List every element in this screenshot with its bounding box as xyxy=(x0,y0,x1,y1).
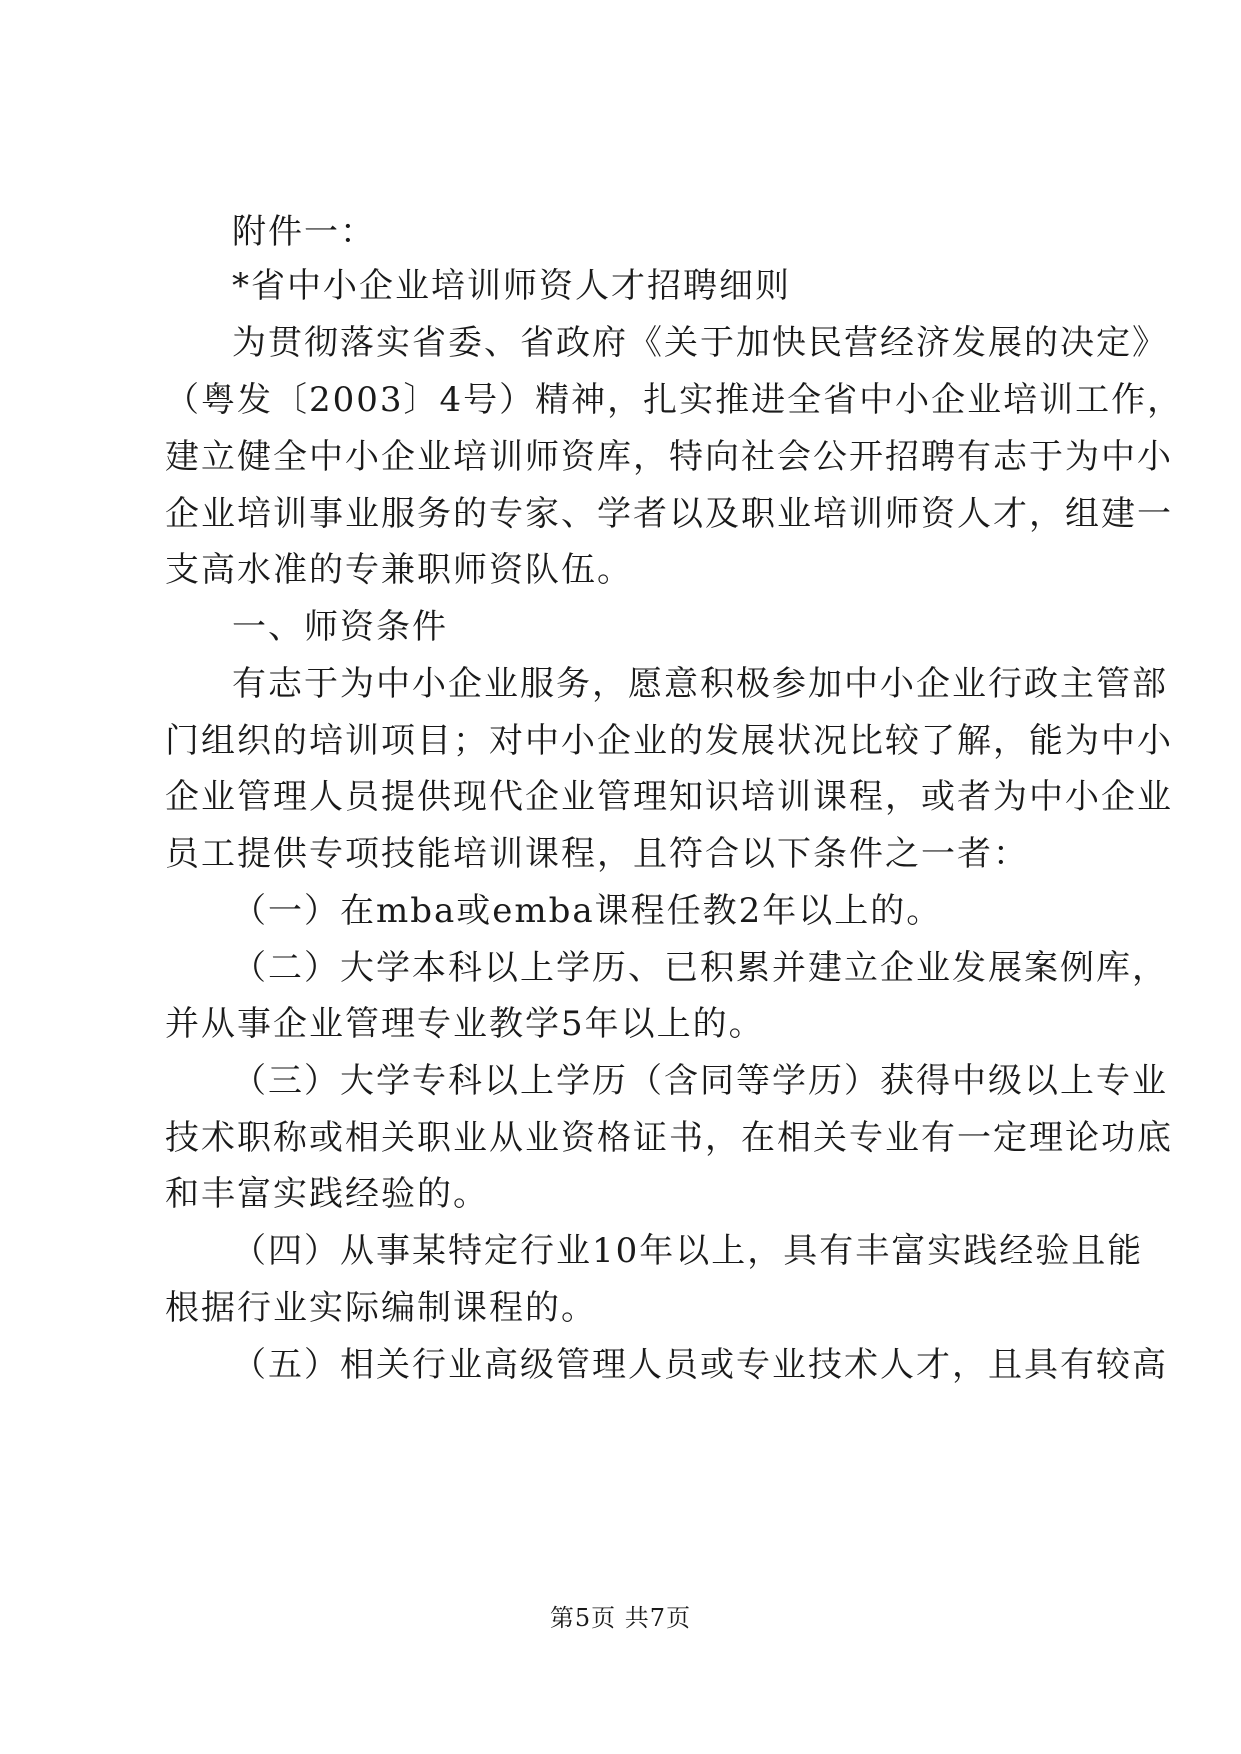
condition-item-2-line-1: （二）大学本科以上学历、已积累并建立企业发展案例库， xyxy=(232,948,1168,988)
condition-item-3-line-1: （三）大学专科以上学历（含同等学历）获得中级以上专业 xyxy=(232,1061,1168,1101)
condition-item-3-line-3: 和丰富实践经验的。 xyxy=(165,1174,489,1214)
intro-line-2: （粤发〔2003〕4号）精神，扎实推进全省中小企业培训工作， xyxy=(165,380,1184,420)
intro-line-3: 建立健全中小企业培训师资库，特向社会公开招聘有志于为中小 xyxy=(165,437,1173,477)
section-body-line-3: 企业管理人员提供现代企业管理知识培训课程，或者为中小企业 xyxy=(165,777,1173,817)
page-footer: 第5页 共7页 xyxy=(549,1604,692,1632)
intro-line-1: 为贯彻落实省委、省政府《关于加快民营经济发展的决定》 xyxy=(232,323,1168,363)
section-body-line-4: 员工提供专项技能培训课程，且符合以下条件之一者： xyxy=(165,834,1029,874)
section-heading: 一、师资条件 xyxy=(232,607,448,647)
condition-item-2-line-2: 并从事企业管理专业教学5年以上的。 xyxy=(165,1004,765,1044)
condition-item-4-line-2: 根据行业实际编制课程的。 xyxy=(165,1288,597,1328)
condition-item-5-line-1: （五）相关行业高级管理人员或专业技术人才，且具有较高 xyxy=(232,1345,1168,1385)
condition-item-1: （一）在mba或emba课程任教2年以上的。 xyxy=(232,891,943,931)
section-body-line-2: 门组织的培训项目；对中小企业的发展状况比较了解，能为中小 xyxy=(165,721,1173,761)
document-title: *省中小企业培训师资人才招聘细则 xyxy=(232,266,791,306)
intro-line-5: 支高水准的专兼职师资队伍。 xyxy=(165,550,633,590)
intro-line-4: 企业培训事业服务的专家、学者以及职业培训师资人才，组建一 xyxy=(165,494,1173,534)
condition-item-4-line-1: （四）从事某特定行业10年以上，具有丰富实践经验且能 xyxy=(232,1231,1144,1271)
attachment-label: 附件一： xyxy=(232,212,376,252)
section-body-line-1: 有志于为中小企业服务，愿意积极参加中小企业行政主管部 xyxy=(232,664,1168,704)
condition-item-3-line-2: 技术职称或相关职业从业资格证书，在相关专业有一定理论功底 xyxy=(165,1118,1173,1158)
